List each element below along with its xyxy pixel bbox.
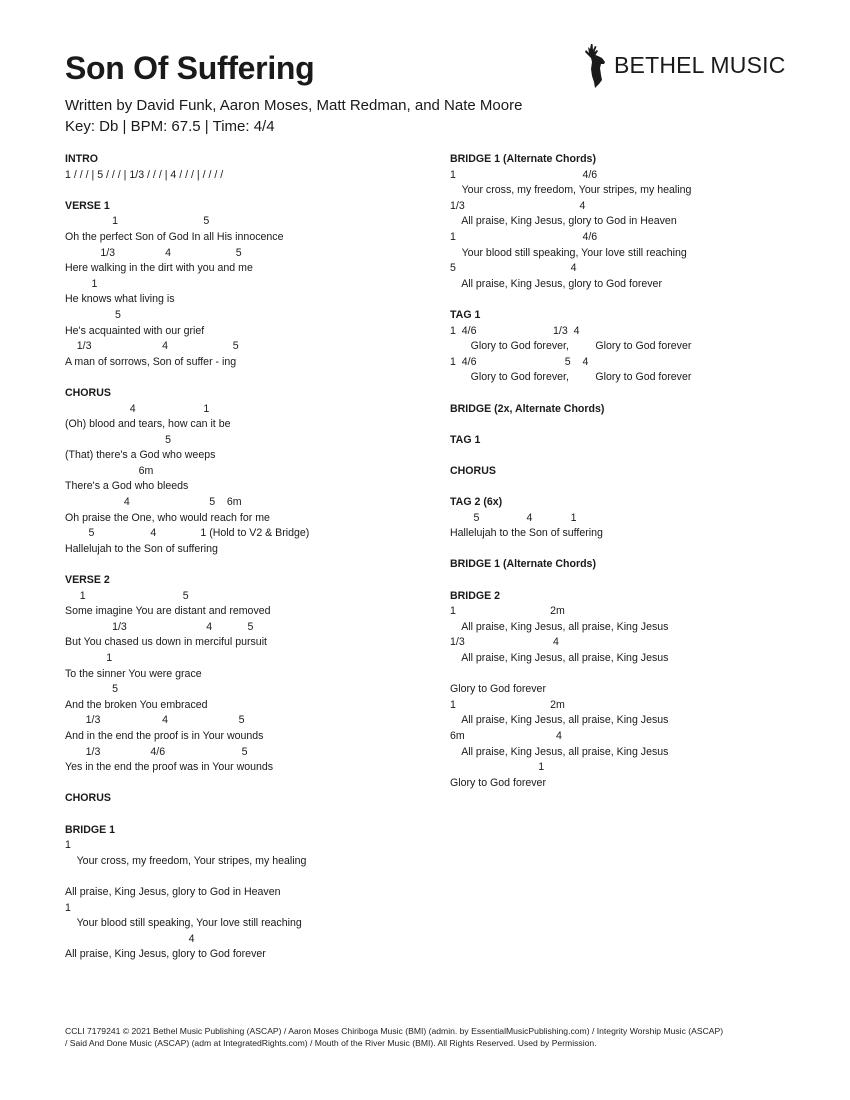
song-section [450, 557, 820, 573]
lyric-line: 1 [65, 839, 71, 852]
lyric-line: All praise, King Jesus, glory to God in Heaven [65, 885, 281, 898]
lyric-line: 1 [450, 761, 545, 774]
logo-text: BETHEL MUSIC [614, 51, 786, 78]
lyric-line: He's acquainted with our grief [65, 324, 205, 337]
lyric-line: 1/3 4 5 [65, 714, 245, 727]
lyric-line: 1 5 [65, 215, 210, 228]
copyright-line: / Said And Done Music (ASCAP) (adm at IntegratedRights.com) / Mouth of the River Music (BMI). All Rights Reserved. Used by Permission. [65, 1037, 597, 1048]
bethel-music-logo [582, 42, 786, 88]
lyric-line: 1 4/6 [450, 230, 598, 243]
lyric-line: But You chased us down in merciful pursuit [65, 636, 267, 649]
section-heading: VERSE 1 [65, 199, 110, 212]
copyright-line: CCLI 7179241 © 2021 Bethel Music Publishing (ASCAP) / Aaron Moses Chiriboga Music (BMI) (admin. by EssentialMusicPublishing.com) / Integrity Worship Music (ASCAP) [65, 1026, 724, 1036]
lyric-line: There's a God who bleeds [65, 480, 189, 493]
lyric-line: 5 [65, 433, 171, 446]
section-heading: BRIDGE 1 (Alternate Chords) [450, 558, 596, 571]
lyric-line: 4 5 6m [65, 496, 242, 509]
lyric-line: 1/3 4 [450, 199, 586, 212]
lyric-line: All praise, King Jesus, all praise, King Jesus [450, 745, 669, 758]
key-bpm-time: Key: Db | BPM: 67.5 | Time: 4/4 [65, 118, 275, 135]
section-heading: CHORUS [65, 386, 111, 399]
copyright-footer [65, 1026, 815, 1049]
section-heading: INTRO [65, 153, 98, 165]
lyric-line: 1 4/6 1/3 4 [450, 324, 580, 337]
song-section [450, 402, 820, 418]
lyric-line: All praise, King Jesus, all praise, King Jesus [450, 652, 669, 664]
song-section [65, 573, 435, 776]
lyric-line: 6m [65, 464, 154, 477]
section-heading: BRIDGE 1 [65, 823, 116, 836]
lyric-line [65, 869, 435, 885]
lyric-line: Glory to God forever [450, 683, 546, 696]
lyric-line: 1/3 4/6 5 [65, 745, 248, 758]
lyric-line: 1 5 [65, 589, 189, 602]
lyric-line: 1 [65, 901, 71, 914]
lyric-line: 1 2m [450, 605, 565, 618]
section-heading: BRIDGE 1 (Alternate Chords) [450, 153, 596, 165]
lyric-line: Oh praise the One, who would reach for me [65, 511, 270, 524]
lyric-line: 5 [65, 308, 121, 321]
lyric-line: Yes in the end the proof was in Your wounds [65, 761, 274, 774]
lyric-line: A man of sorrows, Son of suffer - ing [65, 355, 237, 368]
lyric-line: Glory to God forever [450, 776, 546, 789]
lyric-line: 5 4 1 (Hold to V2 & Bridge) [65, 527, 310, 540]
lyric-line: 5 4 1 [450, 511, 577, 524]
lyric-line: 6m 4 [450, 729, 562, 742]
song-section [450, 152, 820, 292]
song-section [450, 495, 820, 542]
deer-head-icon [582, 42, 610, 88]
song-section [65, 386, 435, 558]
song-section [65, 791, 435, 807]
section-heading: TAG 1 [450, 433, 481, 446]
lyric-line: Glory to God forever, Glory to God forever [450, 371, 692, 384]
lyric-line: All praise, King Jesus, glory to God forever [65, 948, 266, 961]
section-heading: BRIDGE 2 [450, 589, 501, 602]
lyric-line: 1/3 4 [450, 636, 559, 649]
lyric-line: Hallelujah to the Son of suffering [65, 542, 218, 555]
section-heading: VERSE 2 [65, 574, 110, 587]
lyric-line: Hallelujah to the Son of suffering [450, 527, 603, 540]
section-heading: BRIDGE (2x, Alternate Chords) [450, 402, 605, 415]
section-heading: TAG 2 (6x) [450, 496, 503, 509]
lyric-line: All praise, King Jesus, glory to God forever [450, 277, 662, 290]
lyric-line: 1/3 4 5 [65, 246, 242, 259]
lyric-line: 4 1 [65, 402, 210, 415]
lyric-line: 1 [65, 652, 113, 664]
lyric-line: 1 / / / | 5 / / / | 1/3 / / / | 4 / / / | / / / / [65, 168, 224, 181]
right-column [450, 152, 820, 807]
section-heading: CHORUS [65, 792, 111, 805]
lyric-line: All praise, King Jesus, all praise, King Jesus [450, 620, 669, 633]
lyric-line: All praise, King Jesus, all praise, King Jesus [450, 714, 669, 727]
song-section [450, 589, 820, 792]
song-section [450, 433, 820, 449]
lyric-line: (That) there's a God who weeps [65, 449, 216, 462]
lyric-line: And the broken You embraced [65, 698, 208, 711]
lyric-line: 1 4/6 [450, 168, 598, 181]
lyric-line: And in the end the proof is in Your wounds [65, 729, 264, 742]
lyric-line: Glory to God forever, Glory to God forever [450, 340, 692, 353]
lyric-line: He knows what living is [65, 293, 175, 306]
lyric-line: 1/3 4 5 [65, 340, 239, 353]
lyric-line: 1 4/6 5 4 [450, 355, 589, 368]
lyric-line: Some imagine You are distant and removed [65, 605, 271, 618]
lyric-line: (Oh) blood and tears, how can it be [65, 418, 231, 431]
section-heading: TAG 1 [450, 308, 481, 321]
left-column [65, 152, 435, 978]
song-section [450, 464, 820, 480]
song-section [65, 199, 435, 371]
lyric-line: 5 [65, 683, 118, 696]
lyric-line: 1/3 4 5 [65, 620, 254, 633]
lyric-line: 4 [65, 932, 195, 945]
lyric-line: Your cross, my freedom, Your stripes, my healing [450, 184, 692, 197]
lyric-line [450, 667, 820, 683]
section-heading: CHORUS [450, 464, 496, 477]
lyric-line: Your cross, my freedom, Your stripes, my healing [65, 854, 307, 867]
lyric-line: 1 2m [450, 698, 565, 711]
lyric-line: All praise, King Jesus, glory to God in Heaven [450, 215, 677, 228]
lyric-line: Your blood still speaking, Your love still reaching [65, 917, 302, 930]
lyric-line: Your blood still speaking, Your love still reaching [450, 246, 687, 259]
writers-credit: Written by David Funk, Aaron Moses, Matt Redman, and Nate Moore [65, 97, 523, 114]
song-section [65, 152, 435, 183]
lyric-line: To the sinner You were grace [65, 667, 202, 680]
lyric-line: 1 [65, 277, 98, 290]
lyric-line: Here walking in the dirt with you and me [65, 262, 253, 275]
song-section [450, 308, 820, 386]
song-section [65, 823, 435, 963]
lyric-line: 5 4 [450, 262, 577, 275]
song-title: Son Of Suffering [65, 50, 315, 86]
lyric-line: Oh the perfect Son of God In all His innocence [65, 230, 284, 243]
